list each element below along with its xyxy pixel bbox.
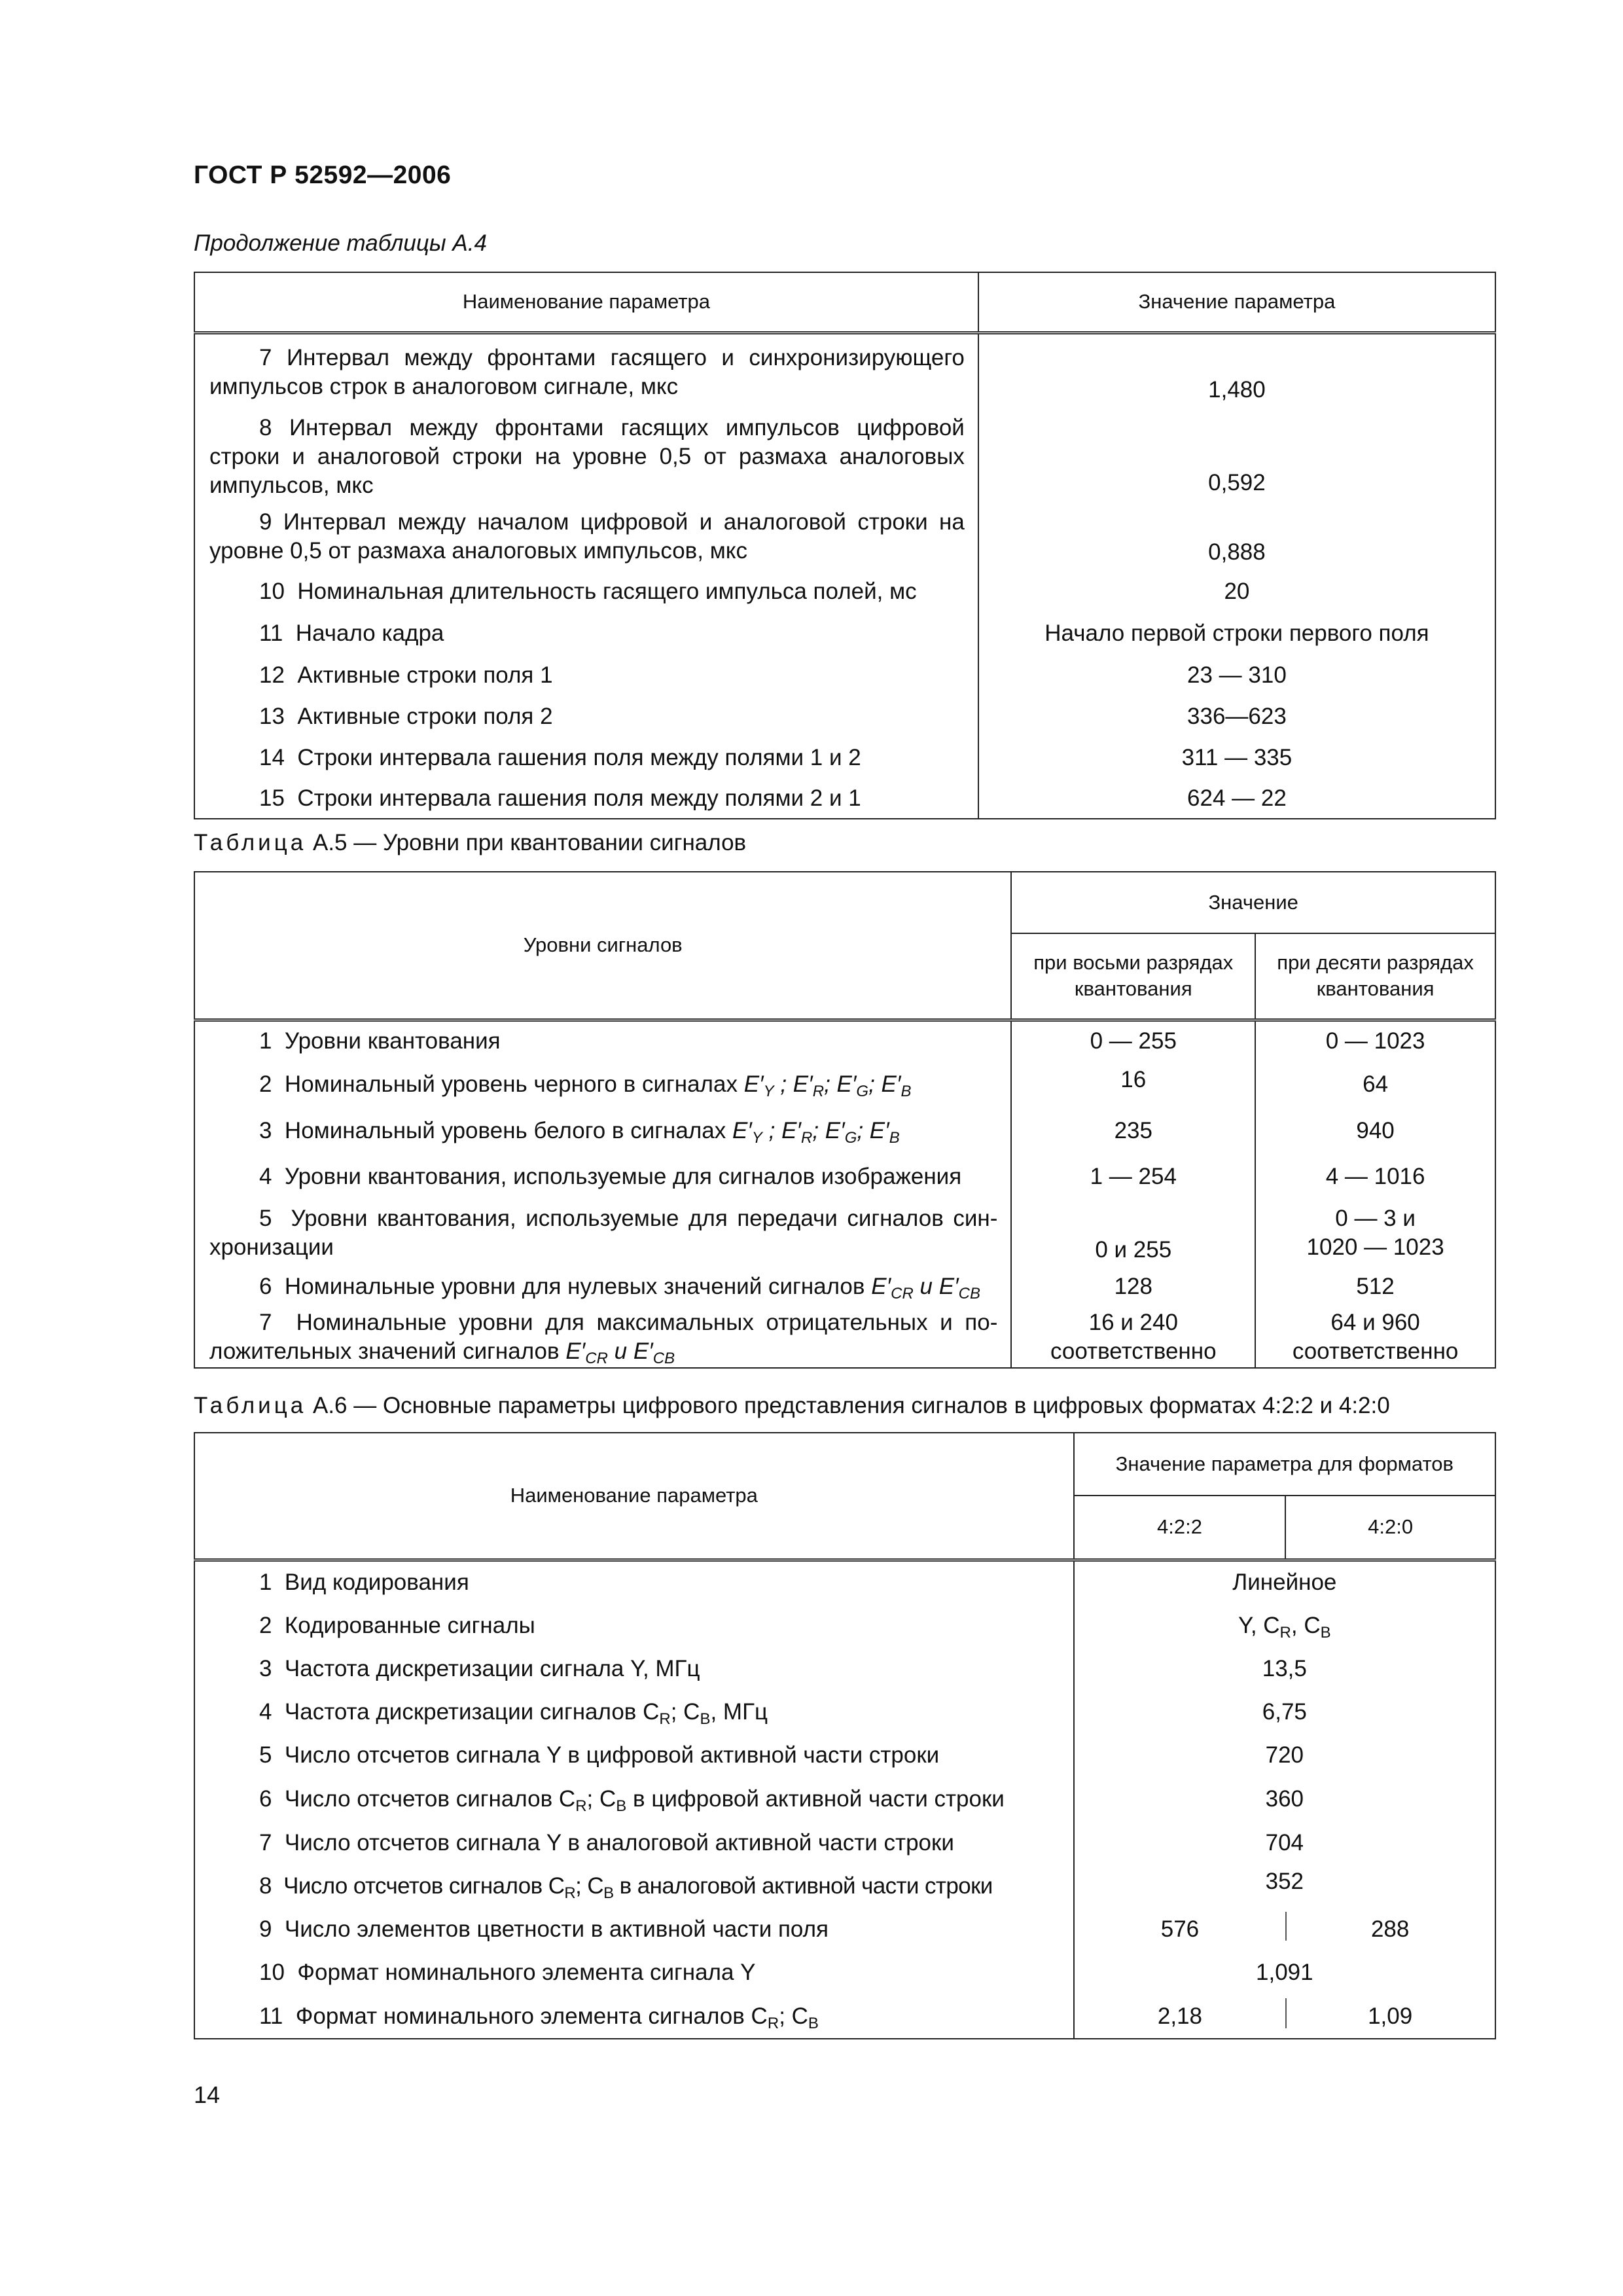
col-header-422: 4:2:2 (1074, 1496, 1286, 1560)
param-value: 720 (1074, 1734, 1495, 1777)
table-row (194, 571, 1495, 613)
table-a6-caption: Таблица А.6 — Основные параметры цифрового представления сигналов в цифровых форматах 4:2:2 и 4:2:0 (194, 1393, 1390, 1418)
table-row (194, 1062, 1495, 1107)
param-value: 6,75 (1074, 1691, 1495, 1734)
param-value: 1,091 (1074, 1951, 1495, 1994)
param-value: 20 (978, 571, 1495, 613)
param-name: 5 Число отсчетов сигнала Y в цифровой активной части строки (194, 1734, 1074, 1777)
table-a5-caption: Таблица А.5 — Уровни при квантовании сигналов (194, 830, 747, 855)
param-name: 9 Число элементов цветности в активной части поля (194, 1908, 1074, 1951)
table-row (194, 1267, 1495, 1306)
table-row (194, 655, 1495, 696)
value-422: 2,18 (1074, 1994, 1286, 2039)
param-value: 704 (1074, 1821, 1495, 1865)
value-420: 1,09 (1285, 1994, 1495, 2039)
signal-symbols: $E'_Y$ ; $E'_R$; $E'_G$; $E'_B$ (743, 1071, 912, 1100)
level-name: 7 Номинальные уровни для максимальных отрицательных и по-ложительных значений сигналов $E'_{CR}$ и $E'_{CB}$ (194, 1306, 1011, 1368)
level-name: 1 Уровни квантования (194, 1020, 1011, 1062)
value-8bit: 1 — 254 (1011, 1155, 1255, 1199)
param-value: Y, $C_R$, $C_B$ (1074, 1604, 1495, 1647)
col-header-levels: Уровни сигналов (194, 872, 1011, 1020)
table-row (194, 1994, 1495, 2039)
param-name: 11 Формат номинального элемента сигналов $C_R$; $C_B$ (194, 1994, 1074, 2039)
level-name: 4 Уровни квантования, используемые для сигналов изображения (194, 1155, 1011, 1199)
table-row (194, 613, 1495, 655)
table-a6 (194, 1432, 1496, 2039)
table-row (194, 332, 1495, 411)
param-name: 8 Интервал между фронтами гасящих импульсов цифровой строки и аналоговой строки на уровне 0,5 от размаха аналоговых импульсов, мкс (194, 411, 978, 503)
table-row (194, 1604, 1495, 1647)
param-value: 336—623 (978, 696, 1495, 737)
table-row (194, 1155, 1495, 1199)
table-a4 (194, 272, 1496, 819)
table-row (194, 1020, 1495, 1062)
table-row (194, 1908, 1495, 1951)
param-value: 0,888 (978, 503, 1495, 571)
value-10bit: 0 — 1023 (1255, 1020, 1495, 1062)
table-row (194, 1199, 1495, 1267)
value-10bit: 0 — 3 и 1020 — 1023 (1255, 1199, 1495, 1267)
table-row (194, 1691, 1495, 1734)
level-name: 3 Номинальный уровень белого в сигналах $E'_Y$ ; $E'_R$; $E'_G$; $E'_B$ (194, 1107, 1011, 1155)
table-row (194, 1306, 1495, 1368)
col-header-name: Наименование параметра (194, 272, 978, 332)
value-420: 288 (1285, 1908, 1495, 1951)
param-name: 3 Частота дискретизации сигнала Y, МГц (194, 1647, 1074, 1691)
table-continuation-label: Продолжение таблицы А.4 (194, 230, 487, 256)
value-8bit: 128 (1011, 1267, 1255, 1306)
table-row (194, 1951, 1495, 1994)
column-divider-tick (1285, 1912, 1287, 1941)
table-row (194, 1107, 1495, 1155)
table-row (194, 737, 1495, 778)
value-8bit: 235 (1011, 1107, 1255, 1155)
param-value: 1,480 (978, 332, 1495, 411)
param-name: 2 Кодированные сигналы (194, 1604, 1074, 1647)
param-name: 12 Активные строки поля 1 (194, 655, 978, 696)
table-row (194, 1560, 1495, 1604)
table-row (194, 1865, 1495, 1908)
col-header-10bit: при десяти разрядах квантования (1255, 933, 1495, 1020)
table-row (194, 1647, 1495, 1691)
col-header-value: Значение параметра (978, 272, 1495, 332)
param-value: 360 (1074, 1777, 1495, 1821)
param-name: 8 Число отсчетов сигналов $C_R$; $C_B$ в аналоговой активной части строки (194, 1865, 1074, 1908)
param-value: 23 — 310 (978, 655, 1495, 696)
param-name: 10 Номинальная длительность гасящего импульса полей, мс (194, 571, 978, 613)
param-value: 311 — 335 (978, 737, 1495, 778)
value-10bit: 512 (1255, 1267, 1495, 1306)
table-a5 (194, 871, 1496, 1369)
table-row (194, 1734, 1495, 1777)
param-name: 9 Интервал между началом цифровой и аналоговой строки на уровне 0,5 от размаха аналоговых импульсов, мкс (194, 503, 978, 571)
param-name: 7 Число отсчетов сигнала Y в аналоговой активной части строки (194, 1821, 1074, 1865)
value-422: 576 (1160, 1916, 1200, 1942)
param-name: 11 Начало кадра (194, 613, 978, 655)
param-name: 1 Вид кодирования (194, 1560, 1074, 1604)
level-name: 2 Номинальный уровень черного в сигналах $E'_Y$ ; $E'_R$; $E'_G$; $E'_B$ (194, 1062, 1011, 1107)
value-8bit: 0 — 255 (1011, 1020, 1255, 1062)
param-name: 4 Частота дискретизации сигналов $C_R$; $C_B$, МГц (194, 1691, 1074, 1734)
column-divider-tick (1285, 1998, 1287, 2028)
param-value: 352 (1074, 1865, 1495, 1908)
value-10bit: 64 (1255, 1062, 1495, 1107)
signal-symbols: $E'_Y$ ; $E'_R$; $E'_G$; $E'_B$ (732, 1118, 900, 1147)
value-8bit: 0 и 255 (1011, 1199, 1255, 1267)
col-header-value: Значение параметра для форматов (1074, 1433, 1495, 1496)
param-value: 13,5 (1074, 1647, 1495, 1691)
col-header-8bit: при восьми разрядах квантования (1011, 933, 1255, 1020)
param-name: 15 Строки интервала гашения поля между полями 2 и 1 (194, 778, 978, 819)
param-value: 0,592 (978, 411, 1495, 503)
value-10bit: 4 — 1016 (1255, 1155, 1495, 1199)
param-name: 13 Активные строки поля 2 (194, 696, 978, 737)
table-row (194, 411, 1495, 503)
table-row (194, 778, 1495, 819)
param-value: 624 — 22 (978, 778, 1495, 819)
value-8bit: 16 и 240 соответственно (1011, 1306, 1255, 1368)
value-8bit: 16 (1011, 1062, 1255, 1107)
col-header-name: Наименование параметра (194, 1433, 1074, 1560)
value-10bit: 64 и 960 соответственно (1255, 1306, 1495, 1368)
table-row (194, 1821, 1495, 1865)
level-name: 5 Уровни квантования, используемые для передачи сигналов син-хронизации (194, 1199, 1011, 1267)
table-row (194, 1777, 1495, 1821)
param-value: Линейное (1074, 1560, 1495, 1604)
col-header-value: Значение (1011, 872, 1495, 933)
param-name: 10 Формат номинального элемента сигнала Y (194, 1951, 1074, 1994)
signal-symbols: $E'_{CR}$ и $E'_{CB}$ (565, 1338, 675, 1367)
col-header-420: 4:2:0 (1285, 1496, 1495, 1560)
page-number: 14 (194, 2081, 221, 2108)
value-10bit: 940 (1255, 1107, 1495, 1155)
level-name: 6 Номинальные уровни для нулевых значений сигналов $E'_{CR}$ и $E'_{CB}$ (194, 1267, 1011, 1306)
param-name: 6 Число отсчетов сигналов $C_R$; $C_B$ в цифровой активной части строки (194, 1777, 1074, 1821)
table-row (194, 696, 1495, 737)
document-header: ГОСТ Р 52592—2006 (194, 161, 452, 189)
signal-symbols: $E'_{CR}$ и $E'_{CB}$ (871, 1274, 980, 1302)
table-row (194, 503, 1495, 571)
param-name: 7 Интервал между фронтами гасящего и синхронизирующего импульсов строк в аналоговом сигнале, мкс (194, 332, 978, 411)
param-name: 14 Строки интервала гашения поля между полями 1 и 2 (194, 737, 978, 778)
param-value: Начало первой строки первого поля (978, 613, 1495, 655)
